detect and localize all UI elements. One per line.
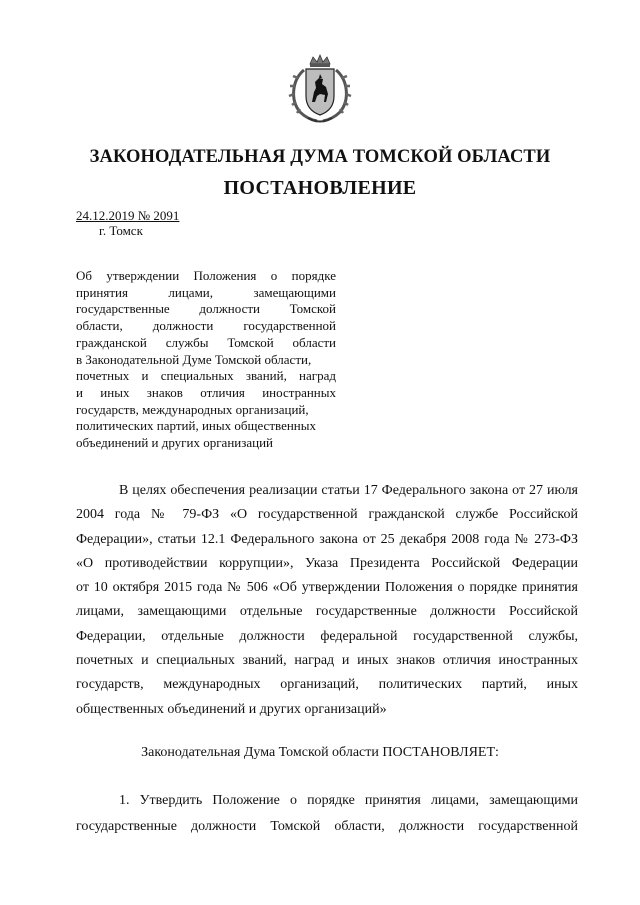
preamble-line: лицами, замещающими отдельные государственные должности Российской — [76, 604, 578, 620]
preamble-line: Федерации», статьи 12.1 Федерального закона от 25 декабря 2008 года № 273-ФЗ — [76, 531, 578, 547]
preamble-line: «О противодействии коррупции», Указа Президента Российской Федерации — [76, 555, 578, 571]
subject-line: Об утверждении Положения о порядке — [76, 268, 336, 283]
item-line: государственные должности Томской области, должности государственной — [76, 819, 578, 834]
preamble-line: государств, международных организаций, политических партий, иных — [76, 677, 578, 693]
document-city: г. Томск — [99, 223, 143, 238]
item-line: 1. Утвердить Положение о порядке принятия лицами, замещающими — [119, 793, 578, 808]
document-type-title: ПОСТАНОВЛЕНИЕ — [223, 177, 417, 199]
subject-line: почетных и специальных званий, наград — [76, 368, 336, 384]
document-subject — [76, 268, 336, 452]
subject-line: объединений и других организаций — [76, 435, 274, 451]
preamble-line: Федерации, отдельные должности федеральной государственной службы, — [76, 628, 578, 644]
resolution-statement: Законодательная Дума Томской области ПОСТАНОВЛЯЕТ: — [141, 745, 499, 760]
preamble-line: от 10 октября 2015 года № 506 «Об утверждении Положения о порядке принятия — [76, 580, 578, 596]
resolution-item-1 — [76, 788, 578, 840]
preamble-line: 2004 года № 79-ФЗ «О государственной гражданской службе Российской — [76, 507, 578, 523]
subject-line: области, должности государственной — [76, 318, 336, 334]
subject-line: принятия лицами, замещающими — [76, 284, 336, 300]
preamble-line: почетных и специальных званий, наград и иных знаков отличия иностранных — [76, 653, 578, 669]
preamble-line: В целях обеспечения реализации статьи 17 Федерального закона от 27 июля — [119, 483, 578, 498]
subject-line: политических партий, иных общественных — [76, 418, 316, 434]
preamble-line: общественных объединений и других организаций» — [76, 701, 387, 717]
document-date-number: 24.12.2019 № 2091 — [76, 208, 180, 223]
subject-line: и иных знаков отличия иностранных — [76, 384, 336, 400]
organization-title: ЗАКОНОДАТЕЛЬНАЯ ДУМА ТОМСКОЙ ОБЛАСТИ — [89, 147, 551, 167]
subject-line: в Законодательной Думе Томской области, — [76, 351, 312, 367]
tomsk-coat-of-arms-icon — [286, 54, 354, 126]
preamble-paragraph — [76, 479, 578, 722]
subject-line: государств, международных организаций, — [76, 401, 309, 417]
subject-line: гражданской службы Томской области — [76, 334, 336, 350]
subject-line: государственные должности Томской — [76, 301, 336, 317]
